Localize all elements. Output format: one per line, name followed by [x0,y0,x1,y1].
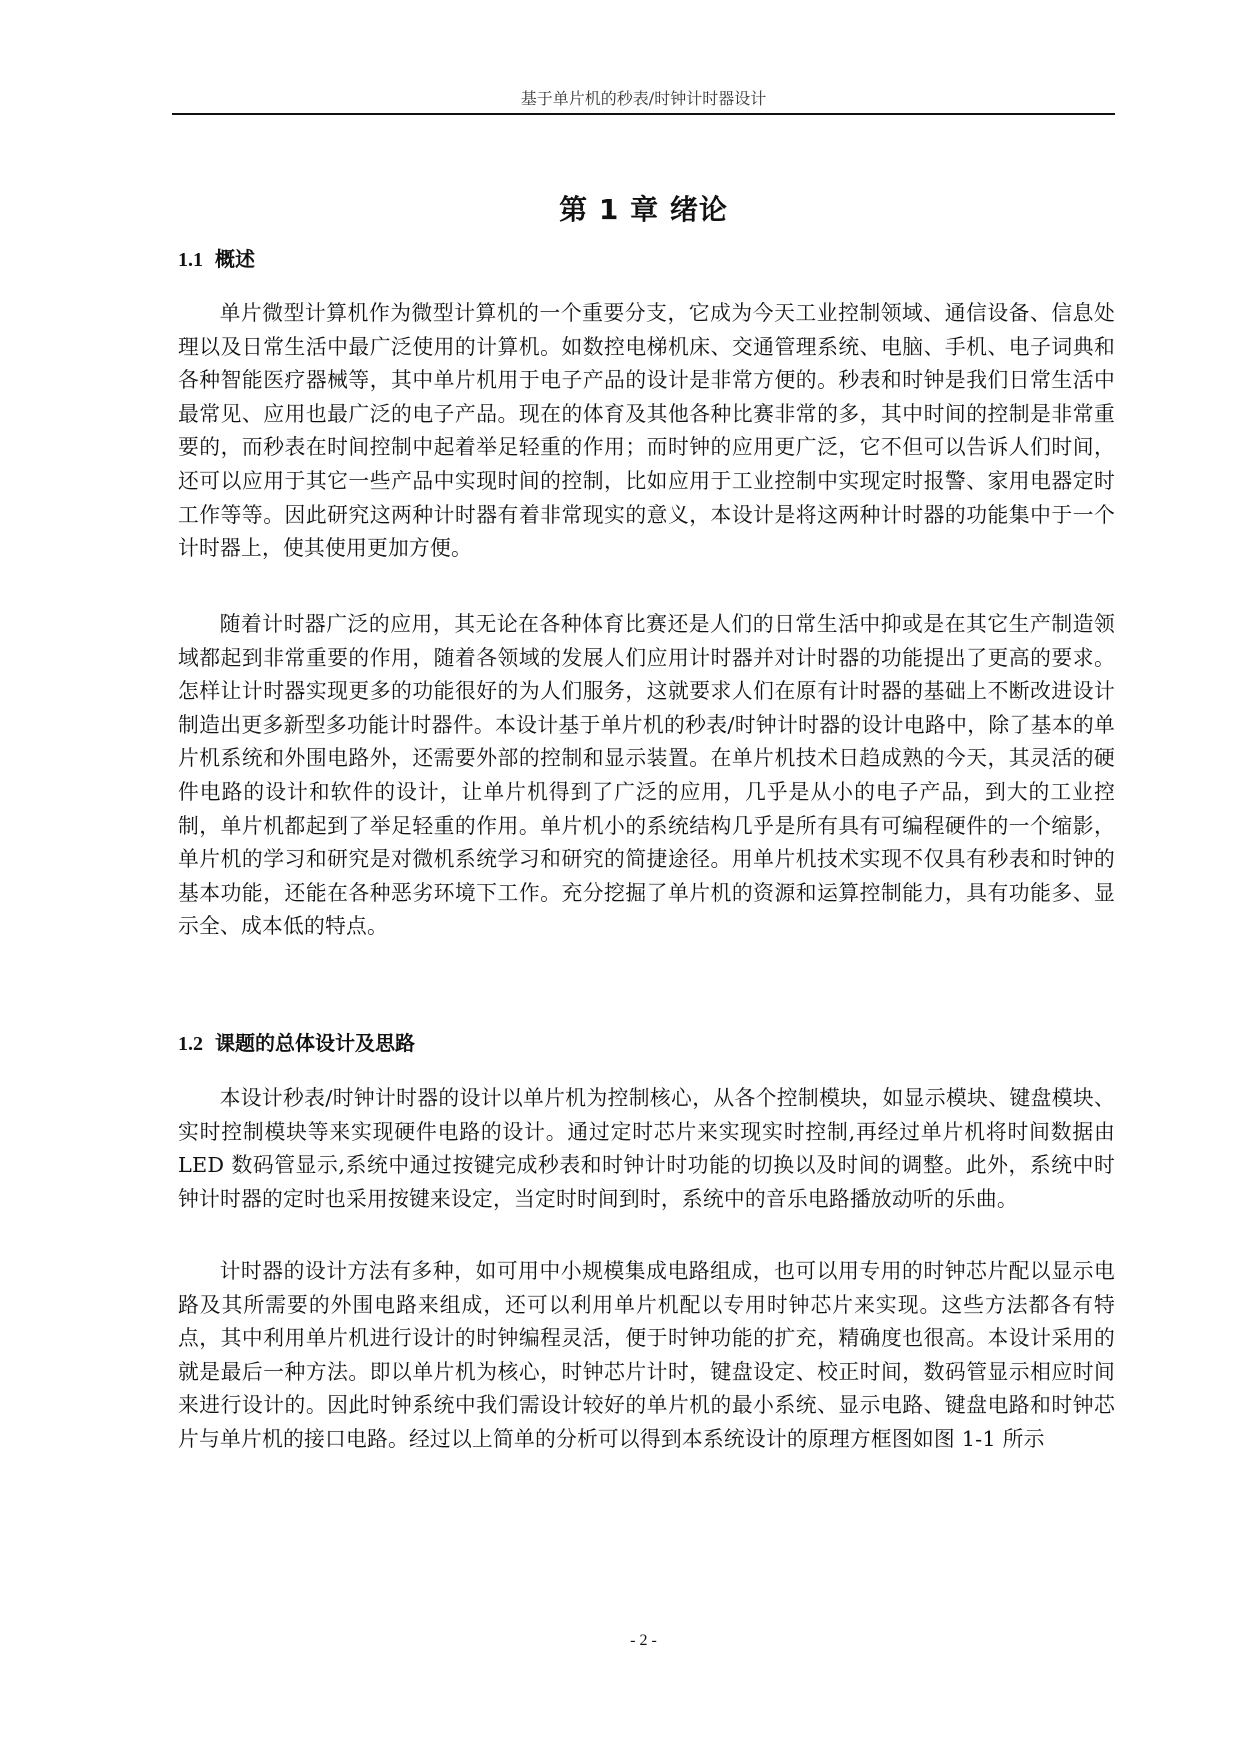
paragraph: 计时器的设计方法有多种，如可用中小规模集成电路组成，也可以用专用的时钟芯片配以显示电路及其所需要的外围电路来组成，还可以利用单片机配以专用时钟芯片来实现。这些方法都各有特点，其中利用单片机进行设计的时钟编程灵活，便于时钟功能的扩充，精确度也很高。本设计采用的就是最后一种方法。即以单片机为核心，时钟芯片计时，键盘设定、校正时间，数码管显示相应时间来进行设计的。因此时钟系统中我们需设计较好的单片机的最小系统、显示电路、键盘电路和时钟芯片与单片机的接口电路。经过以上简单的分析可以得到本系统设计的原理方框图如图 1-1 所示 [178,1259,1115,1451]
paragraph: 本设计秒表/时钟计时器的设计以单片机为控制核心，从各个控制模块，如显示模块、键盘模块、实时控制模块等来实现硬件电路的设计。通过定时芯片来实现实时控制,再经过单片机将时间数据由 LED 数码管显示,系统中通过按键完成秒表和时钟计时功能的切换以及时间的调整。此外，系统中时钟计时器的定时也采用按键来设定，当定时时间到时，系统中的音乐电路播放动听的乐曲。 [178,1086,1115,1211]
section-number: 1.1 [178,249,203,271]
paragraph: 单片微型计算机作为微型计算机的一个重要分支，它成为今天工业控制领域、通信设备、信息处理以及日常生活中最广泛使用的计算机。如数控电梯机床、交通管理系统、电脑、手机、电子词典和各种智能医疗器械等，其中单片机用于电子产品的设计是非常方便的。秒表和时钟是我们日常生活中最常见、应用也最广泛的电子产品。现在的体育及其他各种比赛非常的多，其中时间的控制是非常重要的，而秒表在时间控制中起着举足轻重的作用；而时钟的应用更广泛，它不但可以告诉人们时间，还可以应用于其它一些产品中实现时间的控制，比如应用于工业控制中实现定时报警、家用电器定时工作等等。因此研究这两种计时器有着非常现实的意义，本设计是将这两种计时器的功能集中于一个计时器上，使其使用更加方便。 [178,301,1115,561]
page-number: - 2 - [630,1632,657,1649]
section-title: 概述 [215,247,255,271]
section-heading-1-1 [178,243,255,272]
chapter-title: 第 1 章 绪论 [559,193,728,226]
running-header: 基于单片机的秒表/时钟计时器设计 [520,89,767,108]
paragraph: 随着计时器广泛的应用，其无论在各种体育比赛还是人们的日常生活中抑或是在其它生产制造领域都起到非常重要的作用，随着各领域的发展人们应用计时器并对计时器的功能提出了更高的要求。怎样让计时器实现更多的功能很好的为人们服务，这就要求人们在原有计时器的基础上不断改进设计制造出更多新型多功能计时器件。本设计基于单片机的秒表/时钟计时器的设计电路中，除了基本的单片机系统和外围电路外，还需要外部的控制和显示装置。在单片机技术日趋成熟的今天，其灵活的硬件电路的设计和软件的设计，让单片机得到了广泛的应用，几乎是从小的电子产品，到大的工业控制，单片机都起到了举足轻重的作用。单片机小的系统结构几乎是所有具有可编程硬件的一个缩影，单片机的学习和研究是对微机系统学习和研究的简捷途径。用单片机技术实现不仅具有秒表和时钟的基本功能，还能在各种恶劣环境下工作。充分挖掘了单片机的资源和运算控制能力，具有功能多、显示全、成本低的特点。 [178,612,1115,939]
header-rule [172,113,1115,115]
section-number: 1.2 [178,1033,203,1055]
section-title: 课题的总体设计及思路 [215,1031,415,1055]
section-heading-1-2 [178,1027,415,1056]
